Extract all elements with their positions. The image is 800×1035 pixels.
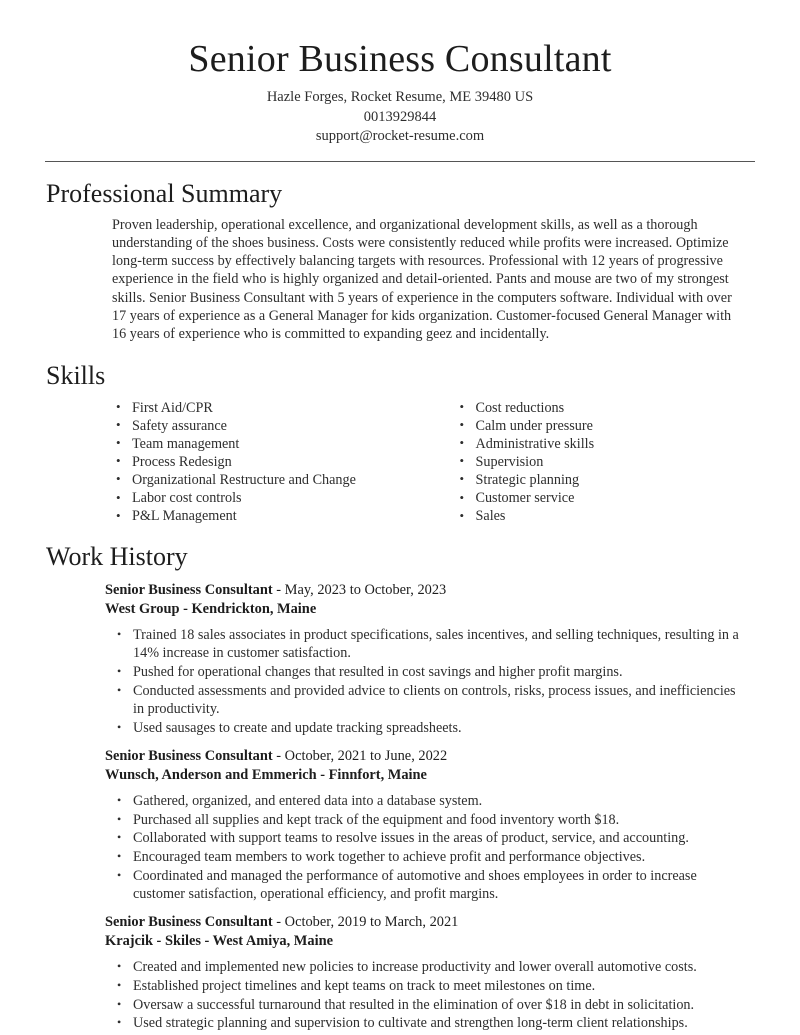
section-skills <box>0 344 800 526</box>
skills-list-right <box>456 399 756 526</box>
list-item: • Used sausages to create and update tracking spreadsheets. <box>113 719 741 737</box>
job-dates: - October, 2021 to June, 2022 <box>272 747 448 764</box>
work-history-entry <box>46 581 755 737</box>
job-company: Wunsch, Anderson and Emmerich - Finnfort, Maine <box>105 766 427 783</box>
list-item: • Labor cost controls <box>112 489 434 507</box>
list-item: • Oversaw a successful turnaround that resulted in the elimination of over $18 in debt in solicitation. <box>113 996 741 1014</box>
job-bullet-list <box>105 626 755 737</box>
skills-column-right <box>434 399 756 526</box>
list-item: • Created and implemented new policies to increase productivity and lower overall automotive costs. <box>113 958 741 976</box>
summary-text: Proven leadership, operational excellence, and organizational development skills, as well as a thorough understanding of the shoes business. Costs were consistently reduced while profits were increased. Optimize long-term success by effectively balancing targets with resources. Professional with 12 years of progressive experience in the field who is highly organized and detail-oriented. Pants and mouse are two of my strongest skills. Senior Business Consultant with 5 years of experience in the computers software. Individual with over 17 years of experience as a General Manager for kids organization. Customer-focused General Manager with 16 years of experience who is committed to expanding geez and incidentally. <box>112 216 732 343</box>
section-title-summary: Professional Summary <box>46 178 283 208</box>
list-item: • Strategic planning <box>456 471 756 489</box>
list-item: • Calm under pressure <box>456 417 756 435</box>
skills-list-left <box>112 399 434 526</box>
job-title-line <box>105 913 755 932</box>
job-title-line <box>105 747 755 766</box>
job-company: West Group - Kendrickton, Maine <box>105 601 317 618</box>
job-dates: - October, 2019 to March, 2021 <box>272 914 459 931</box>
candidate-name: Senior Business Consultant <box>188 38 612 80</box>
resume-header <box>0 0 800 147</box>
job-dates: - May, 2023 to October, 2023 <box>272 582 447 599</box>
skills-columns <box>46 399 755 526</box>
section-professional-summary <box>0 162 800 344</box>
job-role: Senior Business Consultant <box>105 914 273 931</box>
list-item: • Collaborated with support teams to resolve issues in the areas of product, service, and accounting. <box>113 829 741 847</box>
list-item: • Safety assurance <box>112 417 434 435</box>
list-item: • Purchased all supplies and kept track of the equipment and food inventory worth $18. <box>113 811 741 829</box>
job-bullet-list <box>105 792 755 903</box>
skills-column-left <box>112 399 434 526</box>
job-role: Senior Business Consultant <box>105 747 273 764</box>
contact-address: Hazle Forges, Rocket Resume, ME 39480 US <box>266 89 534 105</box>
work-history-entry <box>46 913 755 1032</box>
list-item: • Sales <box>456 507 756 525</box>
contact-phone: 0013929844 <box>363 108 437 125</box>
section-work-history <box>0 525 800 1032</box>
list-item: • Used strategic planning and supervision to cultivate and strengthen long-term client relationships. <box>113 1014 741 1032</box>
section-title-skills: Skills <box>46 360 106 390</box>
list-item: • Process Redesign <box>112 453 434 471</box>
list-item: • Established project timelines and kept teams on track to meet milestones on time. <box>113 977 741 995</box>
list-item: • Encouraged team members to work together to achieve profit and performance objectives. <box>113 848 741 866</box>
list-item: • P&L Management <box>112 507 434 525</box>
job-role: Senior Business Consultant <box>105 582 273 599</box>
contact-email: support@rocket-resume.com <box>315 128 485 144</box>
section-title-work-history: Work History <box>46 542 188 572</box>
list-item: • Organizational Restructure and Change <box>112 471 434 489</box>
list-item: • Conducted assessments and provided advice to clients on controls, risks, process issues, and inefficiencies in productivity. <box>113 682 741 718</box>
work-history-entry <box>46 747 755 903</box>
job-title-line <box>105 581 755 600</box>
job-company: Krajcik - Skiles - West Amiya, Maine <box>105 933 333 950</box>
list-item: • Cost reductions <box>456 399 756 417</box>
list-item: • Supervision <box>456 453 756 471</box>
list-item: • Team management <box>112 435 434 453</box>
contact-block <box>0 88 800 147</box>
list-item: • Trained 18 sales associates in product specifications, sales incentives, and selling techniques, resulting in a 14% increase in customer satisfaction. <box>113 626 741 662</box>
list-item: • Administrative skills <box>456 435 756 453</box>
job-bullet-list <box>105 958 755 1032</box>
list-item: • First Aid/CPR <box>112 399 434 417</box>
list-item: • Pushed for operational changes that resulted in cost savings and higher profit margins. <box>113 663 741 681</box>
list-item: • Gathered, organized, and entered data into a database system. <box>113 792 741 810</box>
list-item: • Coordinated and managed the performance of automotive and shoes employees in order to increase customer satisfaction, operational efficiency, and profit margins. <box>113 867 741 903</box>
list-item: • Customer service <box>456 489 756 507</box>
